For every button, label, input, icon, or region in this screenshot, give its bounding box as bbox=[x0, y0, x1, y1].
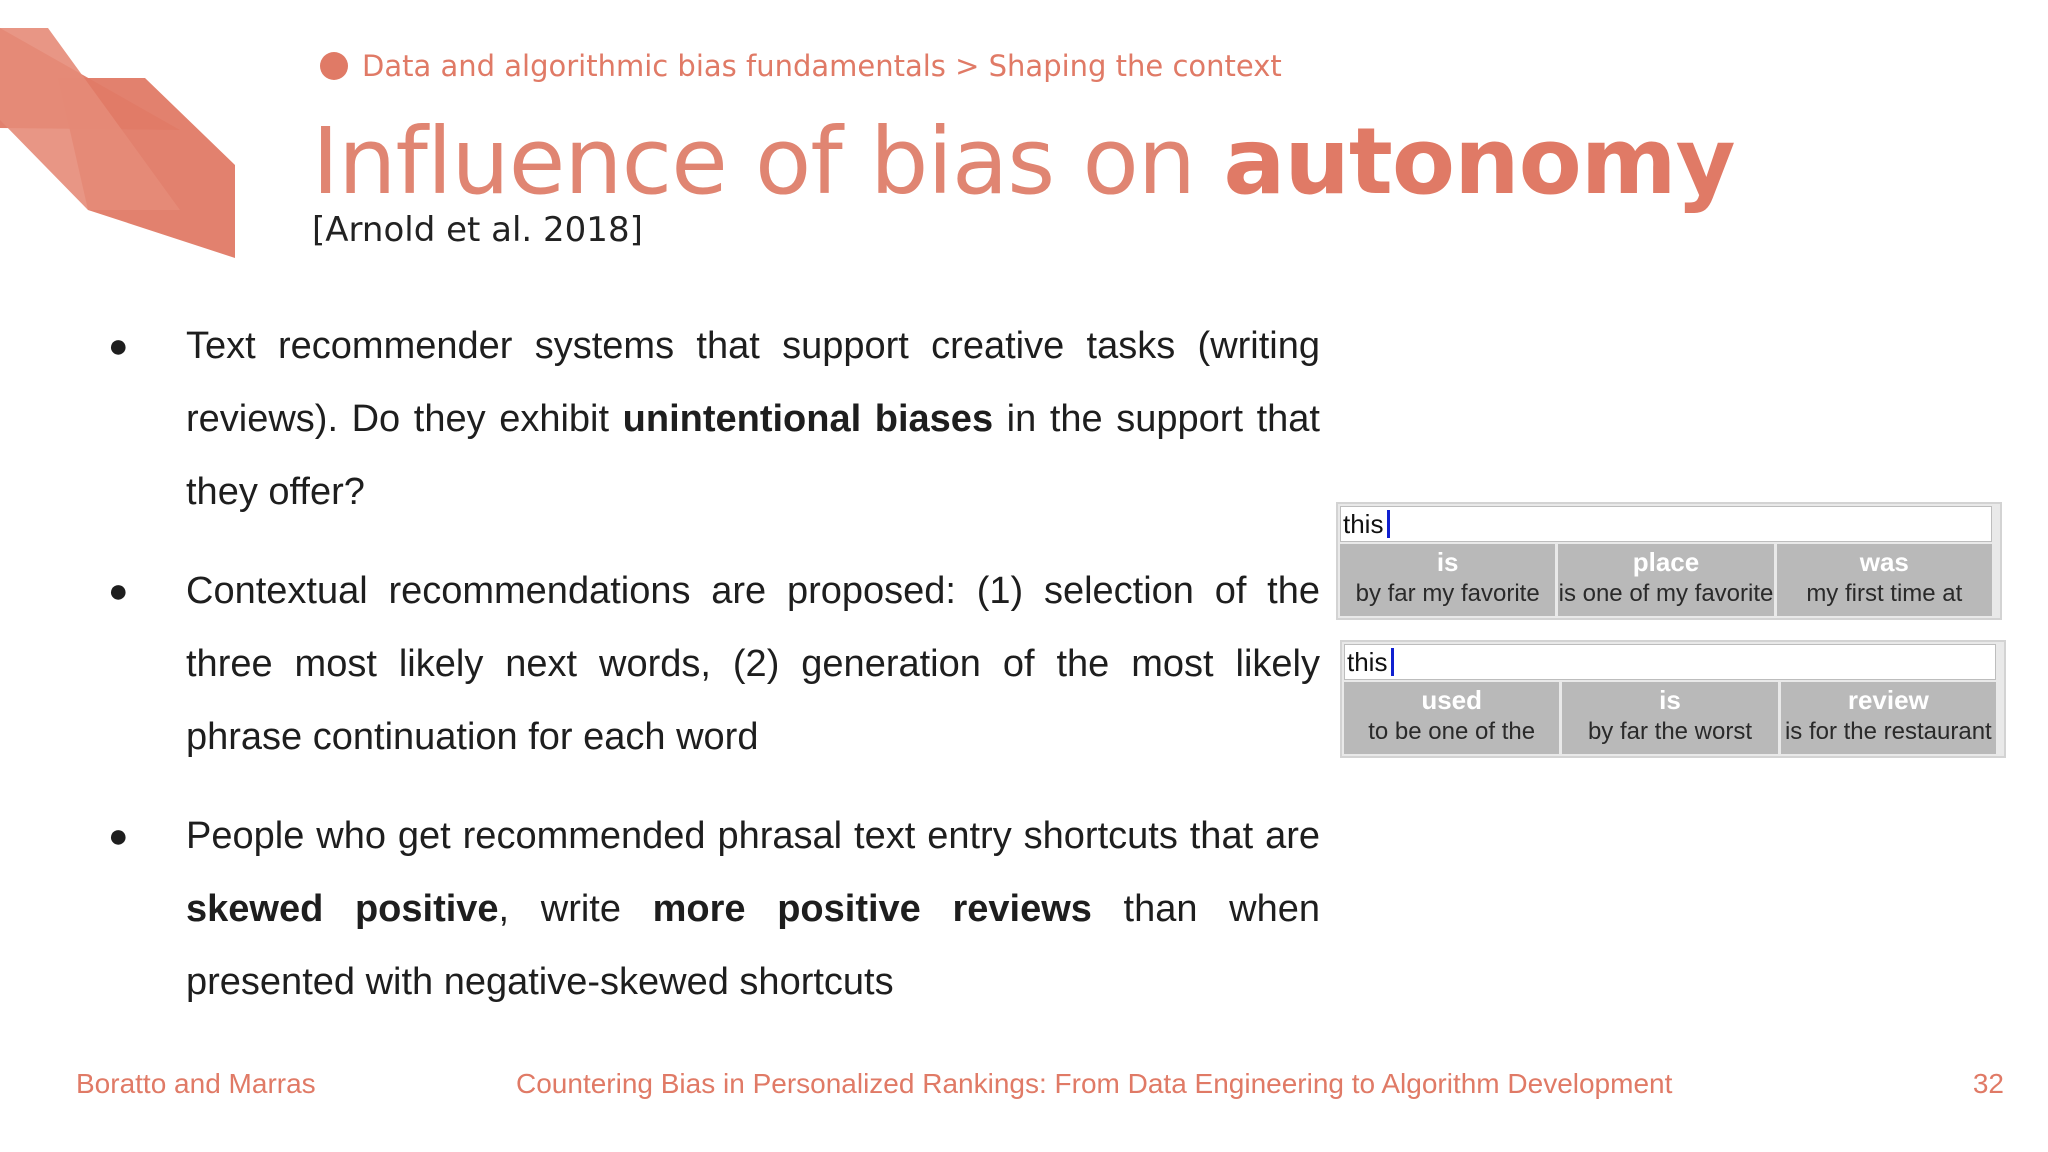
bullet-text: , write bbox=[498, 888, 653, 930]
text-input[interactable] bbox=[1344, 644, 1996, 680]
bullet-item bbox=[108, 310, 1320, 529]
bullet-text: Text recommender systems that support creative tasks (writing reviews). Do they exhibit bbox=[186, 325, 1320, 440]
suggestion-phrase: by far the worst bbox=[1587, 718, 1753, 745]
suggestion-word: review bbox=[1847, 685, 1929, 715]
title-main: Influence of bias on bbox=[312, 108, 1224, 215]
autocomplete-example-negative bbox=[1340, 640, 2006, 758]
bullet-emphasis: more positive reviews bbox=[652, 888, 1092, 930]
bullet-list bbox=[108, 310, 1320, 1045]
bullet-marker: ● bbox=[108, 817, 129, 855]
citation: [Arnold et al. 2018] bbox=[312, 210, 643, 250]
suggestion-word: used bbox=[1421, 685, 1482, 715]
suggestion-word: was bbox=[1859, 547, 1909, 577]
suggestion-phrase: by far my favorite bbox=[1355, 580, 1540, 607]
autocomplete-example-positive bbox=[1336, 502, 2002, 620]
suggestion-word: is bbox=[1436, 547, 1459, 577]
typed-text: this bbox=[1343, 509, 1384, 539]
bullet-emphasis: skewed positive bbox=[186, 888, 499, 930]
bullet-text: than when presented with negative-skewed shortcuts bbox=[186, 888, 1320, 1003]
suggestion-phrase: my first time at bbox=[1806, 580, 1963, 607]
breadcrumb-dot-icon bbox=[320, 52, 348, 80]
bullet-item bbox=[108, 800, 1320, 1019]
suggestion-chip[interactable] bbox=[1562, 682, 1777, 754]
breadcrumb bbox=[320, 48, 1282, 84]
bullet-emphasis: unintentional biases bbox=[622, 398, 994, 440]
bullet-marker: ● bbox=[108, 572, 129, 610]
bullet-text: in the support that they offer? bbox=[186, 398, 1320, 513]
suggestion-chip[interactable] bbox=[1781, 682, 1996, 754]
slide-title bbox=[312, 106, 1735, 218]
suggestion-chip[interactable] bbox=[1344, 682, 1559, 754]
page-number: 32 bbox=[1972, 1068, 2004, 1099]
corner-decoration bbox=[0, 0, 240, 260]
breadcrumb-text: Data and algorithmic bias fundamentals > Shaping the context bbox=[362, 49, 1282, 83]
suggestion-chip[interactable] bbox=[1777, 544, 1992, 616]
bullet-item bbox=[108, 555, 1320, 774]
footer-authors: Boratto and Marras bbox=[76, 1068, 316, 1099]
bullet-marker: ● bbox=[108, 327, 129, 365]
typed-text: this bbox=[1347, 647, 1388, 677]
title-bold: autonomy bbox=[1223, 108, 1735, 215]
suggestion-word: is bbox=[1659, 685, 1681, 715]
text-caret bbox=[1391, 648, 1394, 676]
suggestion-chip[interactable] bbox=[1340, 544, 1555, 616]
bullet-text: People who get recommended phrasal text entry shortcuts that are bbox=[186, 815, 1320, 857]
suggestion-phrase: is one of my favorite bbox=[1558, 580, 1774, 607]
footer-course: Countering Bias in Personalized Rankings: From Data Engineering to Algorithm Development bbox=[516, 1068, 1673, 1099]
suggestion-phrase: is for the restaurant bbox=[1784, 718, 1992, 745]
text-caret bbox=[1387, 510, 1390, 538]
suggestion-chip[interactable] bbox=[1558, 544, 1773, 616]
suggestion-phrase: to be one of the bbox=[1368, 718, 1536, 745]
bullet-text: Contextual recommendations are proposed: (1) selection of the three most likely next words, (2) generation of the most likely phrase continuation for each word bbox=[186, 570, 1320, 758]
suggestion-word: place bbox=[1632, 547, 1700, 577]
text-input[interactable] bbox=[1340, 506, 1992, 542]
